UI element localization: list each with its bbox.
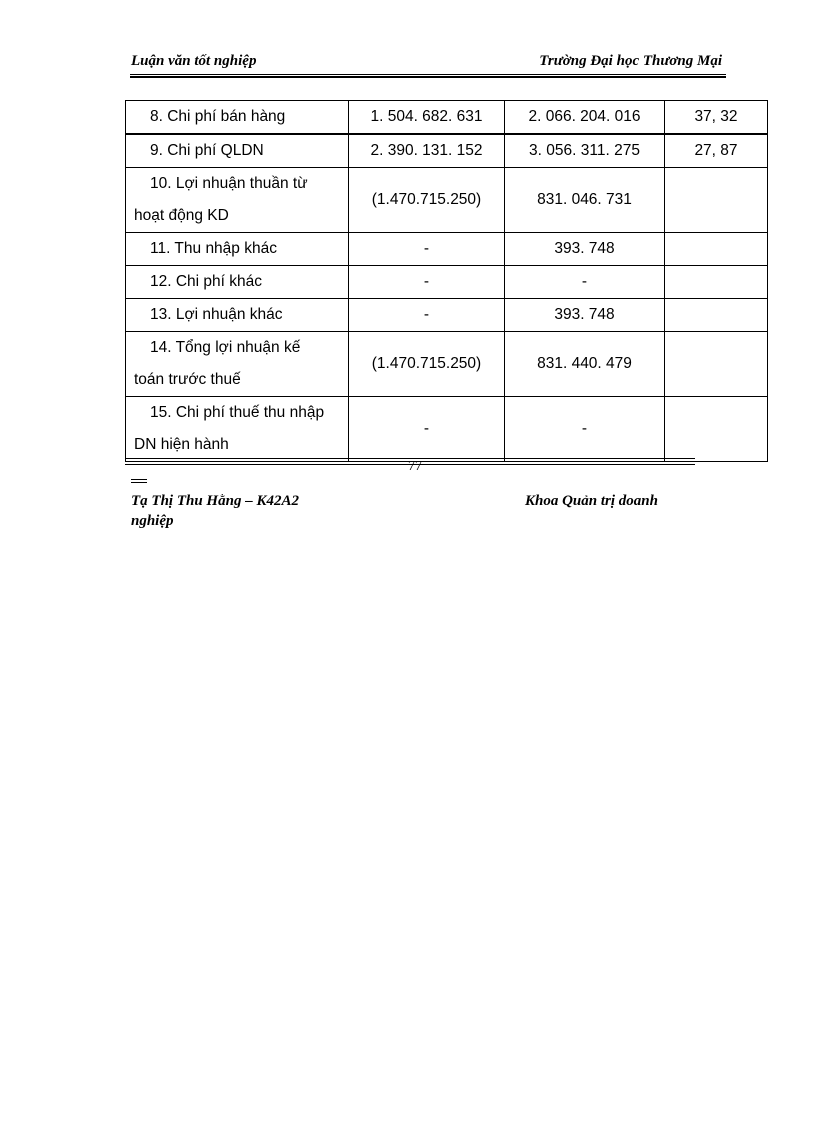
row-label — [126, 397, 349, 462]
row-label-line2: DN hiện hành — [134, 436, 229, 453]
row-label-line1: 15. Chi phí thuế thu nhập — [150, 404, 325, 421]
value-percent — [665, 332, 768, 397]
row-label — [126, 168, 349, 233]
footer-dash-2 — [131, 482, 147, 483]
row-label-text: 11. Thu nhập khác — [150, 240, 277, 257]
value-percent — [665, 299, 768, 332]
table-row — [126, 397, 768, 462]
value-percent: 37, 32 — [665, 101, 768, 135]
value-percent: 27, 87 — [665, 134, 768, 168]
value-current-year: 2. 066. 204. 016 — [505, 101, 665, 135]
table-row — [126, 299, 768, 332]
value-prev-year: - — [349, 266, 505, 299]
row-label — [126, 266, 349, 299]
header-university-name: Trường Đại học Thương Mại — [539, 53, 722, 69]
table-row — [126, 332, 768, 397]
table-row — [126, 168, 768, 233]
value-percent — [665, 266, 768, 299]
value-prev-year: 2. 390. 131. 152 — [349, 134, 505, 168]
row-label-line1: 10. Lợi nhuận thuần từ — [150, 175, 308, 192]
value-current-year: 3. 056. 311. 275 — [505, 134, 665, 168]
value-percent — [665, 168, 768, 233]
value-current-year: 831. 046. 731 — [505, 168, 665, 233]
header-rule-thick — [130, 76, 726, 78]
value-current-year: 393. 748 — [505, 299, 665, 332]
value-percent — [665, 397, 768, 462]
row-label — [126, 233, 349, 266]
page-number: 77 — [408, 459, 422, 474]
value-prev-year: - — [349, 299, 505, 332]
row-label-line1: 14. Tổng lợi nhuận kế — [150, 339, 301, 356]
row-label — [126, 332, 349, 397]
footer-author-wrap: nghiệp — [131, 513, 174, 529]
financial-table — [125, 100, 768, 462]
value-prev-year: - — [349, 397, 505, 462]
value-prev-year: (1.470.715.250) — [349, 168, 505, 233]
row-label — [126, 134, 349, 168]
footer-dash-1 — [131, 479, 147, 480]
row-label-line2: hoạt động KD — [134, 207, 229, 224]
value-percent — [665, 233, 768, 266]
row-label-text: 13. Lợi nhuận khác — [150, 306, 283, 323]
row-label-text: 9. Chi phí QLDN — [150, 142, 264, 159]
value-current-year: - — [505, 266, 665, 299]
table-row — [126, 233, 768, 266]
header-thesis-title: Luận văn tốt nghiệp — [131, 53, 257, 69]
footer-author: Tạ Thị Thu Hằng – K42A2 — [131, 493, 299, 509]
footer-department: Khoa Quản trị doanh — [525, 493, 658, 509]
row-label — [126, 299, 349, 332]
value-prev-year: - — [349, 233, 505, 266]
row-label-line2: toán trước thuế — [134, 371, 241, 388]
value-prev-year: 1. 504. 682. 631 — [349, 101, 505, 135]
value-prev-year: (1.470.715.250) — [349, 332, 505, 397]
table-row — [126, 101, 768, 135]
table-row — [126, 134, 768, 168]
table-row — [126, 266, 768, 299]
row-label-text: 8. Chi phí bán hàng — [150, 108, 286, 125]
row-label-text: 12. Chi phí khác — [150, 273, 263, 290]
value-current-year: - — [505, 397, 665, 462]
header-rule-thin — [130, 74, 726, 75]
value-current-year: 831. 440. 479 — [505, 332, 665, 397]
row-label — [126, 101, 349, 135]
value-current-year: 393. 748 — [505, 233, 665, 266]
